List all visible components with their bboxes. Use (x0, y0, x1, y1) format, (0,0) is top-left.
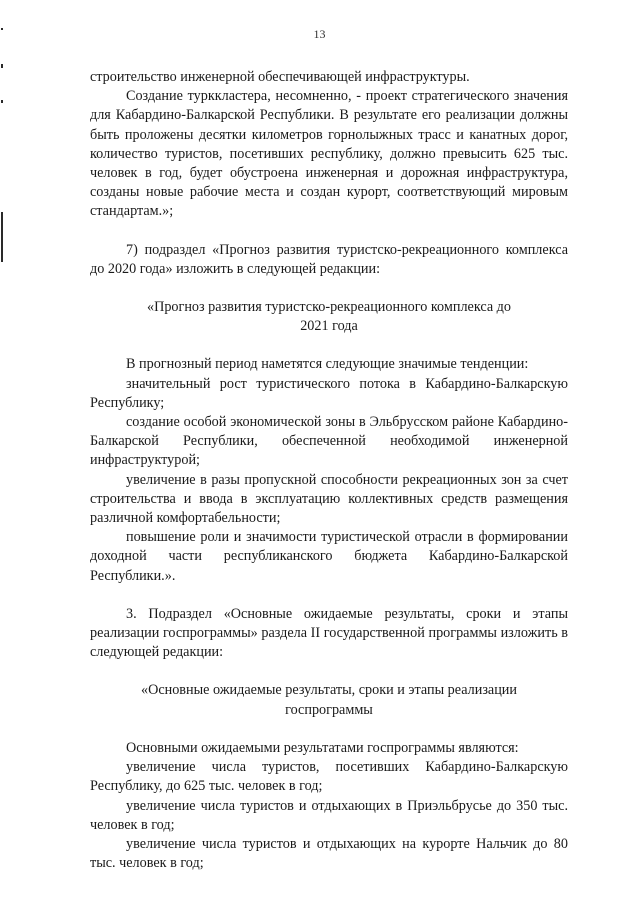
section-heading: «Прогноз развития туристско-рекреационного комплекса до 2021 года (146, 299, 511, 335)
list-item: повышение роли и значимости туристической отрасли в формировании доходной части республиканского бюджета Кабардино-Балкарской Республики.». (90, 529, 568, 584)
list-item: увеличение числа туристов и отдыхающих в Приэльбрусье до 350 тыс. человек в год; (90, 797, 568, 833)
list-item: увеличение числа туристов и отдыхающих на курорте Нальчик до 80 тыс. человек в год; (90, 835, 568, 872)
paragraph: 3. Подраздел «Основные ожидаемые результаты, сроки и этапы реализации госпрограммы» раздела II государственной программы изложить в следующей редакции: (90, 605, 568, 661)
paragraph: 7) подраздел «Прогноз развития туристско-рекреационного комплекса до 2020 года» изложить в следующей редакции: (90, 241, 568, 277)
list-item: увеличение в разы пропускной способности рекреационных зон за счет строительства и ввода в эксплуатацию коллективных средств размещения различной комфортабельности; (90, 471, 568, 527)
section-heading: «Основные ожидаемые результаты, сроки и этапы реализации госпрограммы (140, 682, 517, 718)
paragraph: В прогнозный период наметятся следующие значимые тенденции: (126, 356, 529, 373)
list-item: увеличение числа туристов, посетивших Кабардино-Балкарскую Республику, до 625 тыс. человек в год; (90, 759, 568, 795)
document-body (90, 68, 568, 873)
paragraph: Создание турккластера, несомненно, - проект стратегического значения для Кабардино-Балкарской Республики. В результате его реализации должны быть проложены десятки километров горнолыжных трасс и канатных дорог, количество туристов, посетивших республику, должно превысить 625 тыс. человек в год, будет обустроена инженерная и дорожная инфраструктура, созданы новые рабочие места и создан курорт, соответствующий мировым стандартам.»; (90, 88, 568, 220)
scan-artifact (1, 212, 3, 262)
scan-artifact (1, 64, 3, 68)
list-item: значительный рост туристического потока в Кабардино-Балкарскую Республику; (90, 375, 568, 411)
scan-artifact (1, 100, 3, 103)
list-item: создание особой экономической зоны в Эльбрусском районе Кабардино-Балкарской Республики, обеспеченной необходимой инженерной инфраструктурой; (90, 414, 568, 469)
paragraph: Основными ожидаемыми результатами госпрограммы являются: (126, 739, 519, 756)
page-number: 13 (313, 27, 326, 41)
paragraph: строительство инженерной обеспечивающей инфраструктуры. (90, 69, 470, 85)
